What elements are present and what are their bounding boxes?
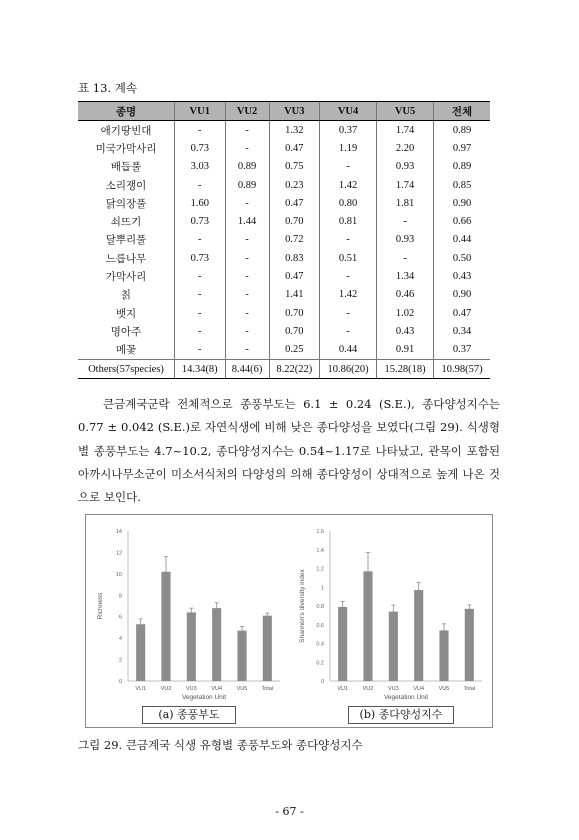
table-row — [78, 286, 490, 304]
value-cell: 0.89 — [225, 176, 269, 194]
species-name-cell: 달뿌리풀 — [105, 235, 147, 247]
bar-vu3 — [389, 612, 398, 681]
value-cell: 0.89 — [225, 158, 269, 176]
header-total: 전체 — [434, 102, 490, 121]
value-cell: - — [225, 249, 269, 267]
table-row — [78, 139, 490, 157]
x-tick-label: Total — [463, 686, 476, 692]
species-name-cell: 배듭풀 — [110, 162, 142, 174]
table-row — [78, 359, 490, 378]
value-cell: 1.19 — [320, 139, 377, 157]
bar-vu1 — [338, 607, 347, 681]
x-tick-label: VU5 — [236, 686, 248, 692]
value-cell: - — [225, 322, 269, 340]
value-cell: 0.47 — [269, 139, 320, 157]
value-cell: - — [175, 322, 226, 340]
value-cell: - — [320, 304, 377, 322]
x-tick-label: VU3 — [185, 686, 197, 692]
value-cell: 0.80 — [320, 194, 377, 212]
value-cell: - — [377, 212, 434, 230]
value-cell: 0.72 — [269, 231, 320, 249]
bar-vu5 — [439, 630, 448, 681]
bar-vu2 — [161, 572, 170, 681]
value-cell: - — [320, 158, 377, 176]
value-cell: 0.23 — [269, 176, 320, 194]
value-cell: - — [175, 341, 226, 360]
value-cell: 1.74 — [377, 121, 434, 140]
table-row — [78, 341, 490, 360]
species-name-cell: 뱃지 — [115, 308, 137, 320]
x-tick-label: VU4 — [413, 686, 425, 692]
value-cell: - — [225, 341, 269, 360]
x-axis-title: Vegetation Unit — [181, 694, 227, 701]
value-cell: 0.51 — [320, 249, 377, 267]
value-cell: 10.98(57) — [434, 359, 490, 378]
chart-svg — [292, 521, 488, 701]
figure-frame — [85, 514, 493, 728]
bar-vu1 — [136, 624, 145, 681]
value-cell: 1.60 — [175, 194, 226, 212]
value-cell: 0.73 — [175, 249, 226, 267]
y-tick-label: 0.8 — [316, 604, 324, 610]
species-name-cell: Others(57species) — [78, 359, 175, 378]
diversity-chart — [292, 521, 488, 701]
y-tick-label: 8 — [118, 593, 122, 600]
y-tick-label: 1.2 — [316, 566, 324, 573]
value-cell: 0.50 — [434, 249, 490, 267]
value-cell: 0.75 — [269, 158, 320, 176]
table-row — [78, 249, 490, 267]
value-cell: - — [225, 304, 269, 322]
y-tick-label: 1.6 — [316, 529, 324, 535]
table-row — [78, 231, 490, 249]
y-tick-label: 0.4 — [316, 641, 324, 648]
value-cell: - — [225, 286, 269, 304]
value-cell: - — [175, 267, 226, 285]
table-row — [78, 322, 490, 340]
value-cell: - — [175, 121, 226, 140]
sublabel-diversity: (b) 종다양성지수 — [348, 706, 454, 724]
y-axis-title: Richness — [97, 592, 104, 620]
y-tick-label: 0.2 — [316, 660, 324, 667]
table-row — [78, 304, 490, 322]
value-cell: 8.22(22) — [269, 359, 320, 378]
species-name-cell: 미국가막사리 — [95, 143, 157, 155]
value-cell: 1.42 — [320, 286, 377, 304]
value-cell: 0.73 — [175, 212, 226, 230]
value-cell: 0.70 — [269, 322, 320, 340]
species-name-cell: 닭의장풀 — [105, 198, 147, 210]
header-vu3: VU3 — [269, 102, 320, 121]
value-cell: 2.20 — [377, 139, 434, 157]
value-cell: 0.85 — [434, 176, 490, 194]
y-tick-label: 10 — [115, 571, 122, 578]
value-cell: - — [377, 249, 434, 267]
value-cell: 0.93 — [377, 231, 434, 249]
table-body — [78, 121, 490, 379]
value-cell: 1.44 — [225, 212, 269, 230]
species-name-cell: 애기땅빈대 — [100, 125, 152, 137]
table-header-row — [78, 102, 490, 121]
value-cell: 0.44 — [434, 231, 490, 249]
bar-vu4 — [414, 590, 423, 681]
y-tick-label: 4 — [118, 636, 122, 643]
value-cell: 0.44 — [320, 341, 377, 360]
table-row — [78, 212, 490, 230]
value-cell: 0.90 — [434, 286, 490, 304]
table-row — [78, 267, 490, 285]
richness-chart — [90, 521, 286, 701]
y-tick-label: 12 — [115, 550, 122, 557]
value-cell: - — [225, 267, 269, 285]
value-cell: 1.41 — [269, 286, 320, 304]
body-paragraph: 큰금계국군락 전체적으로 종풍부도는 6.1 ± 0.24 (S.E.), 종다양성지수는 0.77 ± 0.042 (S.E.)로 자연식생에 비해 낮은 종다양성을 보였다(그림 29). 식생형별 종풍부도는 4.7~10.2, 종다양성지수는 0.54~1.17로 나타났고, 관목이 포함된 아까시나무소군이 미소서식처의 다양성의 의해 종다양성이 상대적으로 높게 나온 것으로 보인다. — [78, 397, 500, 505]
value-cell: 8.44(6) — [225, 359, 269, 378]
species-name-cell: 쇠뜨기 — [110, 217, 142, 229]
bar-total — [465, 609, 474, 681]
value-cell: 0.47 — [269, 194, 320, 212]
value-cell: - — [320, 322, 377, 340]
value-cell: 0.83 — [269, 249, 320, 267]
header-vu1: VU1 — [175, 102, 226, 121]
species-table — [78, 101, 490, 379]
header-vu5: VU5 — [377, 102, 434, 121]
page-number: - 67 - — [275, 805, 304, 818]
x-tick-label: VU1 — [135, 686, 147, 692]
species-name-cell: 가막사리 — [105, 272, 147, 284]
x-axis-title: Vegetation Unit — [383, 694, 429, 701]
value-cell: - — [175, 304, 226, 322]
value-cell: - — [225, 231, 269, 249]
value-cell: - — [175, 286, 226, 304]
value-cell: 0.97 — [434, 139, 490, 157]
y-tick-label: 0.6 — [316, 622, 324, 629]
value-cell: 1.74 — [377, 176, 434, 194]
species-name-cell: 소리쟁이 — [105, 180, 147, 192]
header-vu4: VU4 — [320, 102, 377, 121]
x-tick-label: VU2 — [160, 686, 172, 692]
value-cell: 3.03 — [175, 158, 226, 176]
x-tick-label: VU2 — [362, 686, 374, 692]
y-tick-label: 0 — [118, 679, 122, 685]
value-cell: - — [225, 121, 269, 140]
table-caption: 표 13. 계속 — [78, 81, 137, 95]
species-name-cell: 느릅나무 — [105, 253, 147, 265]
header-vu2: VU2 — [225, 102, 269, 121]
value-cell: 1.34 — [377, 267, 434, 285]
value-cell: - — [175, 176, 226, 194]
x-tick-label: VU5 — [438, 686, 450, 692]
value-cell: 0.46 — [377, 286, 434, 304]
value-cell: 0.90 — [434, 194, 490, 212]
value-cell: - — [175, 231, 226, 249]
value-cell: 1.81 — [377, 194, 434, 212]
value-cell: 0.47 — [434, 304, 490, 322]
value-cell: 0.47 — [269, 267, 320, 285]
y-tick-label: 2 — [118, 657, 122, 664]
species-name-cell: 명아주 — [110, 326, 142, 338]
value-cell: 0.25 — [269, 341, 320, 360]
value-cell: 1.32 — [269, 121, 320, 140]
value-cell: 0.43 — [434, 267, 490, 285]
bar-vu3 — [187, 612, 196, 681]
table-row — [78, 194, 490, 212]
value-cell: 0.43 — [377, 322, 434, 340]
chart-svg — [90, 521, 286, 701]
value-cell: - — [225, 139, 269, 157]
value-cell: 0.91 — [377, 341, 434, 360]
value-cell: - — [320, 267, 377, 285]
value-cell: 1.02 — [377, 304, 434, 322]
value-cell: 14.34(8) — [175, 359, 226, 378]
species-name-cell: 칡 — [120, 290, 132, 302]
figure-caption: 그림 29. 큰금계국 식생 유형별 종풍부도와 종다양성지수 — [78, 738, 363, 752]
value-cell: 15.28(18) — [377, 359, 434, 378]
value-cell: - — [320, 231, 377, 249]
value-cell: 10.86(20) — [320, 359, 377, 378]
y-tick-label: 1 — [320, 585, 324, 592]
value-cell: 1.42 — [320, 176, 377, 194]
value-cell: 0.81 — [320, 212, 377, 230]
sublabel-richness: (a) 종풍부도 — [142, 706, 236, 724]
value-cell: 0.89 — [434, 121, 490, 140]
table-row — [78, 158, 490, 176]
bar-total — [263, 616, 272, 681]
x-tick-label: VU4 — [211, 686, 223, 692]
value-cell: 0.93 — [377, 158, 434, 176]
bar-vu5 — [237, 631, 246, 681]
value-cell: 0.89 — [434, 158, 490, 176]
y-tick-label: 14 — [115, 529, 122, 535]
header-species: 종명 — [78, 102, 175, 121]
value-cell: - — [225, 194, 269, 212]
value-cell: 0.37 — [320, 121, 377, 140]
value-cell: 0.70 — [269, 212, 320, 230]
value-cell: 0.34 — [434, 322, 490, 340]
x-tick-label: Total — [261, 686, 274, 692]
value-cell: 0.66 — [434, 212, 490, 230]
table-row — [78, 121, 490, 140]
species-name-cell: 메꽃 — [115, 345, 137, 357]
y-tick-label: 6 — [118, 614, 122, 621]
bar-vu4 — [212, 608, 221, 681]
value-cell: 0.73 — [175, 139, 226, 157]
y-tick-label: 0 — [320, 679, 324, 685]
y-tick-label: 1.4 — [316, 547, 324, 554]
value-cell: 0.37 — [434, 341, 490, 360]
x-tick-label: VU1 — [337, 686, 349, 692]
table-row — [78, 176, 490, 194]
value-cell: 0.70 — [269, 304, 320, 322]
y-axis-title: Shannon's diversity index — [299, 569, 306, 643]
x-tick-label: VU3 — [387, 686, 399, 692]
